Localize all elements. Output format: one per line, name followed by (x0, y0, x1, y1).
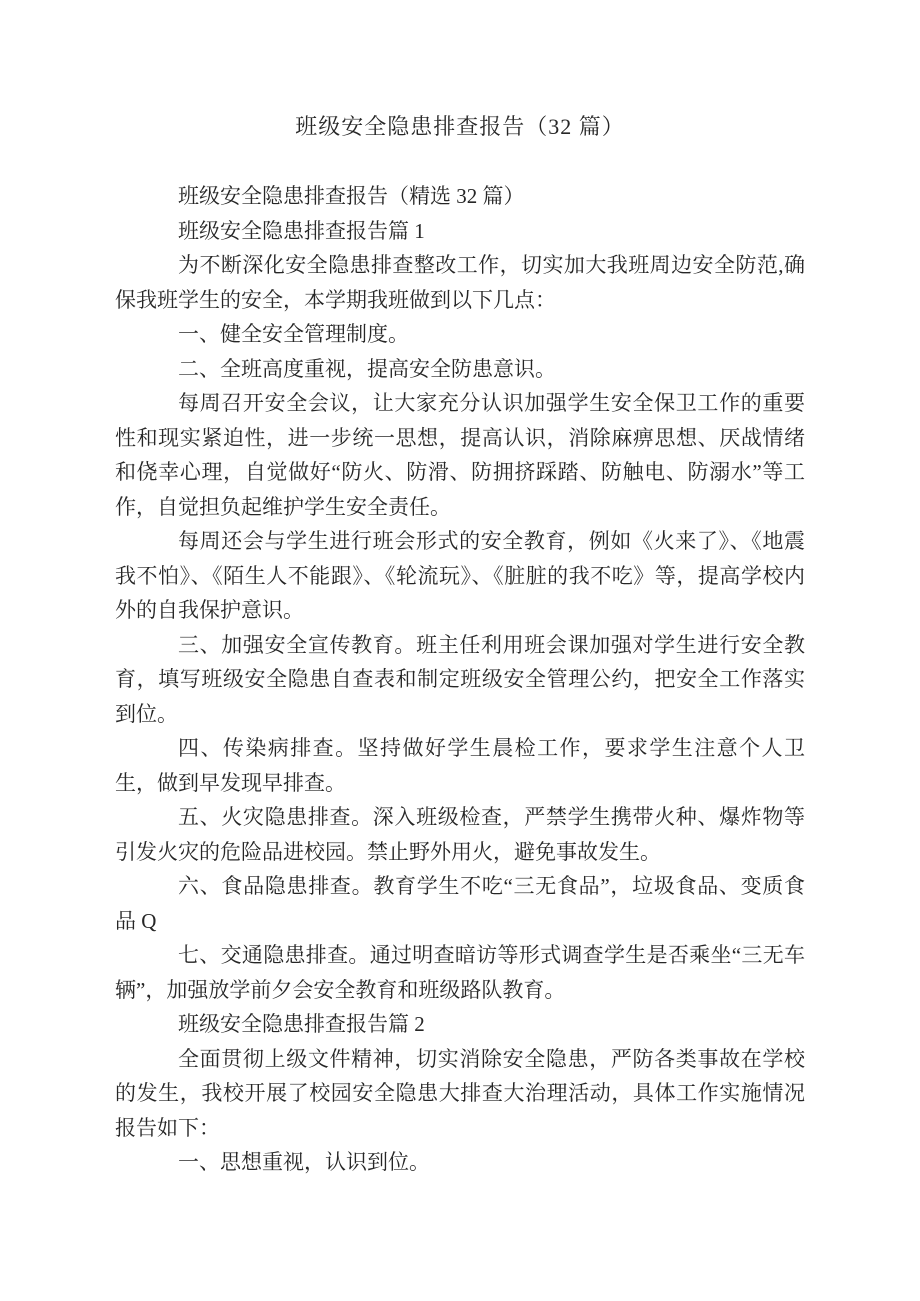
paragraph: 一、思想重视，认识到位。 (178, 1150, 430, 1174)
paragraph: 全面贯彻上级文件精神，切实消除安全隐患，严防各类事故在学校的发生，我校开展了校园安全隐患大排查大治理活动，具体工作实施情况报告如下： (115, 1046, 805, 1140)
paragraph: 班级安全隐患排查报告篇 1 (178, 218, 425, 243)
paragraph: 一、健全安全管理制度。 (178, 322, 409, 346)
paragraph: 每周召开安全会议，让大家充分认识加强学生安全保卫工作的重要性和现实紧迫性，进一步统一思想，提高认识，消除麻痹思想、厌战情绪和侥幸心理，自觉做好“防火、防滑、防拥挤踩踏、防触电、防溺水”等工作，自觉担负起维护学生安全责任。 (115, 391, 805, 519)
document-title: 班级安全隐患排查报告（32 篇） (295, 114, 625, 139)
paragraph: 为不断深化安全隐患排查整改工作，切实加大我班周边安全防范,确保我班学生的安全，本学期我班做到以下几点： (115, 253, 805, 312)
paragraph: 七、交通隐患排查。通过明查暗访等形式调查学生是否乘坐“三无车辆”，加强放学前夕会安全教育和班级路队教育。 (115, 943, 805, 1002)
paragraph: 四、传染病排查。坚持做好学生晨检工作，要求学生注意个人卫生，做到早发现早排查。 (115, 736, 805, 795)
paragraph: 六、食品隐患排查。教育学生不吃“三无食品”，垃圾食品、变质食品 Q (115, 874, 805, 933)
paragraph: 三、加强安全宣传教育。班主任利用班会课加强对学生进行安全教育，填写班级安全隐患自查表和制定班级安全管理公约，把安全工作落实到位。 (115, 632, 805, 726)
paragraph: 每周还会与学生进行班会形式的安全教育，例如《火来了》、《地震我不怕》、《陌生人不能跟》、《轮流玩》、《脏脏的我不吃》等，提高学校内外的自我保护意识。 (115, 529, 805, 622)
paragraph: 班级安全隐患排查报告篇 2 (178, 1012, 425, 1036)
paragraph: 二、全班高度重视，提高安全防患意识。 (178, 356, 556, 381)
document-body (115, 179, 805, 1180)
paragraph: 班级安全隐患排查报告（精选 32 篇） (178, 184, 525, 208)
paragraph: 五、火灾隐患排查。深入班级检查，严禁学生携带火种、爆炸物等引发火灾的危险品进校园。禁止野外用火，避免事故发生。 (115, 805, 805, 864)
